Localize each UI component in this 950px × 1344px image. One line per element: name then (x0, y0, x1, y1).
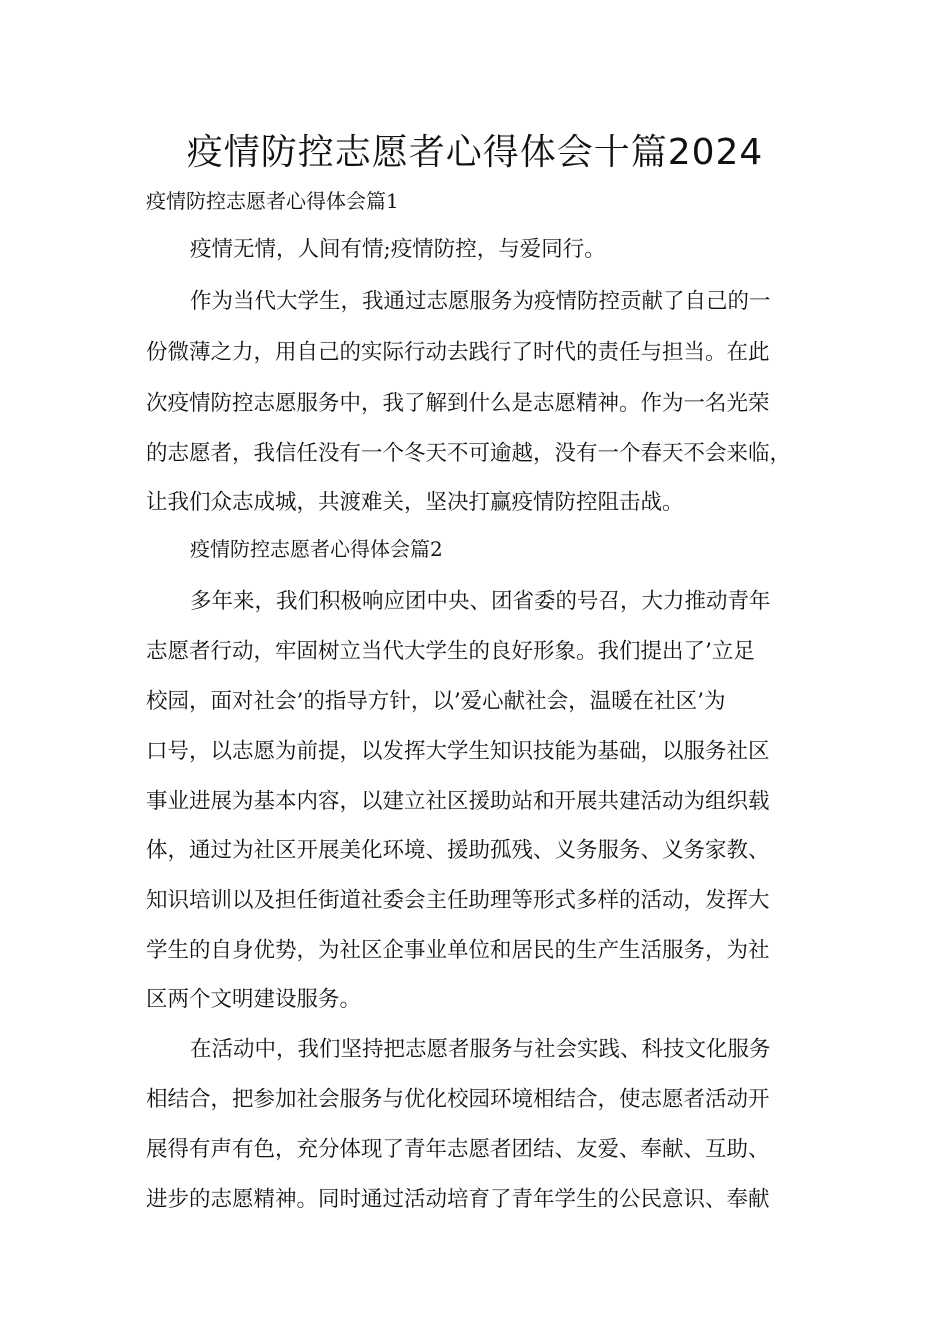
paragraph-line: 口号，以志愿为前提，以发挥大学生知识技能为基础，以服务社区 (146, 739, 770, 764)
section-heading-2: 疫情防控志愿者心得体会篇2 (190, 537, 443, 561)
paragraph-line: 体，通过为社区开展美化环境、援助孤残、义务服务、义务家教、 (146, 838, 770, 863)
paragraph-line: 区两个文明建设服务。 (146, 987, 362, 1012)
paragraph-line: 学生的自身优势，为社区企事业单位和居民的生产生活服务，为社 (146, 938, 770, 963)
paragraph-line: 相结合，把参加社会服务与优化校园环境相结合，使志愿者活动开 (146, 1087, 770, 1112)
paragraph-line: 让我们众志成城，共渡难关，坚决打赢疫情防控阻击战。 (146, 490, 684, 515)
paragraph-line: 进步的志愿精神。同时通过活动培育了青年学生的公民意识、奉献 (146, 1187, 770, 1212)
paragraph-line: 多年来，我们积极响应团中央、团省委的号召，大力推动青年 (190, 589, 771, 614)
paragraph-line: 在活动中，我们坚持把志愿者服务与社会实践、科技文化服务 (190, 1037, 771, 1062)
paragraph-line: 校园，面对社会’的指导方针，以’爱心献社会，温暖在社区’为 (146, 689, 726, 714)
paragraph-line: 疫情无情，人间有情;疫情防控，与爱同行。 (190, 237, 606, 262)
paragraph-line: 展得有声有色，充分体现了青年志愿者团结、友爱、奉献、互助、 (146, 1137, 770, 1162)
paragraph-line: 知识培训以及担任街道社委会主任助理等形式多样的活动，发挥大 (146, 888, 770, 913)
paragraph-line: 作为当代大学生，我通过志愿服务为疫情防控贡献了自己的一 (190, 289, 771, 314)
paragraph-line: 次疫情防控志愿服务中，我了解到什么是志愿精神。作为一名光荣 (146, 391, 770, 416)
paragraph-line: 份微薄之力，用自己的实际行动去践行了时代的责任与担当。在此 (146, 340, 770, 365)
paragraph-line: 志愿者行动，牢固树立当代大学生的良好形象。我们提出了’立足 (146, 639, 755, 664)
section-heading-1: 疫情防控志愿者心得体会篇1 (146, 189, 399, 213)
document-title: 疫情防控志愿者心得体会十篇2024 (186, 132, 764, 173)
paragraph-line: 事业进展为基本内容，以建立社区援助站和开展共建活动为组织载 (146, 789, 770, 814)
paragraph-line: 的志愿者，我信任没有一个冬天不可逾越，没有一个春天不会来临， (146, 441, 792, 466)
